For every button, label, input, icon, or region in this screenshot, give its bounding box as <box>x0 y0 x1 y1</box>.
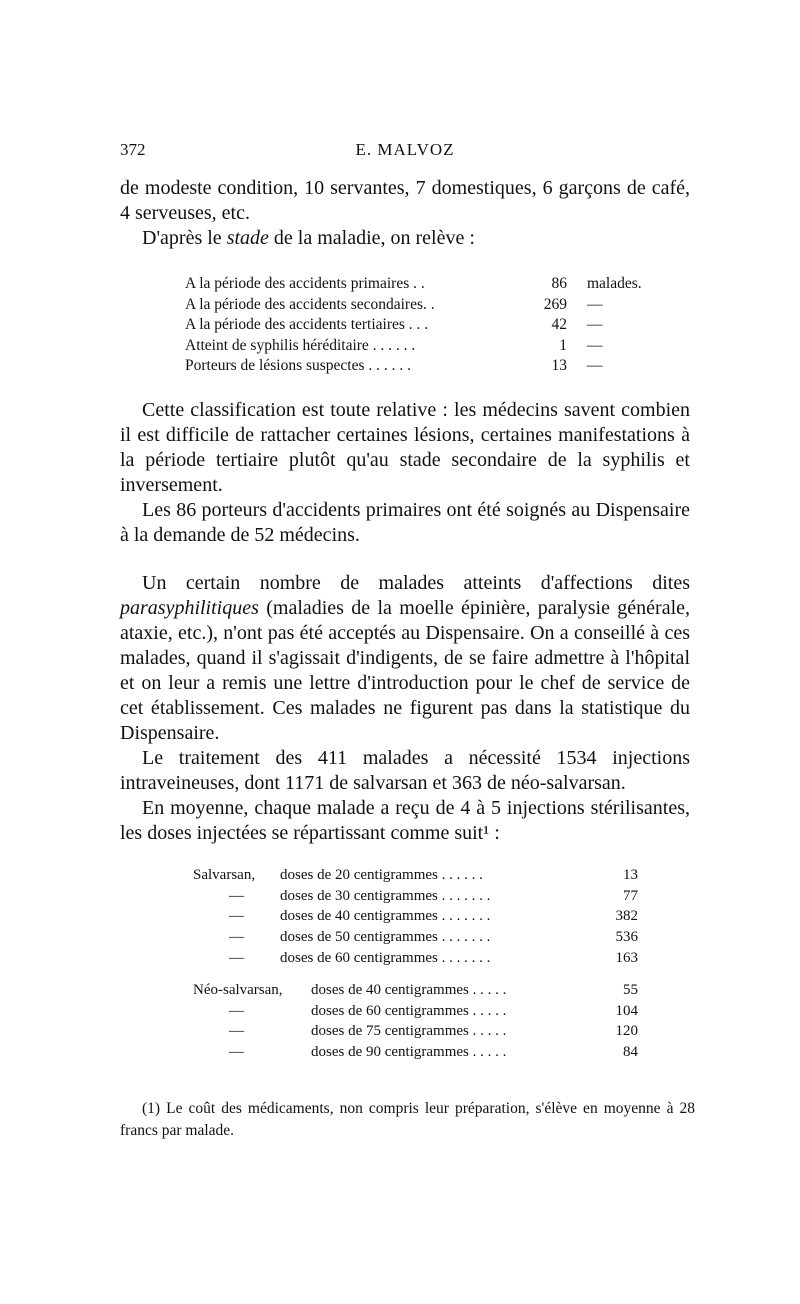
dose-value: 84 <box>623 1044 638 1061</box>
dose-value: 163 <box>615 949 638 966</box>
stage-label: A la période des accidents primaires . . <box>185 275 425 292</box>
dose-prefix: Salvarsan, <box>193 867 256 883</box>
page-number: 372 <box>120 140 146 159</box>
page-header <box>120 140 690 164</box>
dose-text: doses de 75 centigrammes . . . . . <box>311 1023 507 1040</box>
dose-prefix: — <box>229 908 244 925</box>
neo-salvarsan-row <box>193 980 638 1001</box>
dose-value: 120 <box>615 1023 638 1040</box>
footnote <box>120 1098 695 1142</box>
affections-post: (maladies de la moelle épinière, paralysie générale, ataxie, etc.), n'ont pas été acceptés au Dispensaire. On a conseillé à ces malades, quand il s'agissait d'indigents, de se faire admettre à l'hôpital et on leur a remis une lettre d'introduction pour le chef de service de cet établissement. Ces malades ne figurent pas dans la statistique du Dispensaire. <box>120 597 690 744</box>
porteurs-paragraph: Les 86 porteurs d'accidents primaires ont été soignés au Dispensaire à la demande de 52 médecins. <box>120 499 690 546</box>
salvarsan-row <box>193 906 638 927</box>
stage-unit: — <box>587 357 603 374</box>
dose-text: doses de 50 centigrammes . . . . . . . <box>280 929 491 946</box>
stage-intro-paragraph <box>120 226 690 251</box>
dose-value: 77 <box>623 887 638 904</box>
affections-block <box>120 571 690 846</box>
stage-label: A la période des accidents secondaires. . <box>185 295 435 313</box>
dose-text: doses de 60 centigrammes . . . . . . . <box>280 949 491 966</box>
neo-salvarsan-row <box>193 1021 638 1042</box>
affections-pre: Un certain nombre de malades atteints d'affections dites <box>142 572 690 594</box>
affections-paragraph <box>120 571 690 746</box>
stage-count: 42 <box>551 316 567 333</box>
dose-text: doses de 30 centigrammes . . . . . . . <box>280 887 491 904</box>
salvarsan-table <box>193 865 638 969</box>
stage-row <box>185 356 645 377</box>
classification-block <box>120 398 690 548</box>
stage-row <box>185 274 645 295</box>
dose-prefix: — <box>229 1023 244 1040</box>
stage-count: 13 <box>551 357 567 374</box>
dose-text: doses de 40 centigrammes . . . . . . . <box>280 908 491 925</box>
moyenne-paragraph: En moyenne, chaque malade a reçu de 4 à 5 injections stérilisantes, les doses injectées se répartissant comme suit¹ : <box>120 797 690 844</box>
dose-value: 104 <box>615 1002 638 1019</box>
dose-text: doses de 20 centigrammes . . . . . . <box>280 867 483 883</box>
dose-text: doses de 60 centigrammes . . . . . <box>311 1002 507 1019</box>
stage-count: 269 <box>543 295 567 313</box>
dose-prefix: — <box>229 949 244 966</box>
dose-prefix: — <box>229 1044 244 1061</box>
classification-paragraph: Cette classification est toute relative : les médecins savent combien il est difficile de rattacher certaines lésions, certaines manifestations à la période tertiaire plutôt qu'au stade secondaire de la syphilis et inversement. <box>120 399 690 496</box>
neo-salvarsan-row <box>193 1001 638 1022</box>
dose-prefix: — <box>229 929 244 946</box>
parasyphilitiques-word: parasyphilitiques <box>120 597 259 619</box>
stage-intro-post: de la maladie, on relève : <box>268 227 475 249</box>
salvarsan-row <box>193 927 638 948</box>
intro-paragraph: de modeste condition, 10 servantes, 7 domestiques, 6 garçons de café, 4 serveuses, etc. <box>120 177 690 224</box>
footnote-text: (1) Le coût des médicaments, non compris leur préparation, s'élève en moyenne à 28 francs par malade. <box>120 1100 695 1139</box>
stage-label: Porteurs de lésions suspectes . . . . . . <box>185 357 412 374</box>
dose-text: doses de 40 centigrammes . . . . . <box>311 982 507 998</box>
dose-text: doses de 90 centigrammes . . . . . <box>311 1044 507 1061</box>
stage-intro-pre: D'après le <box>142 227 227 249</box>
stage-unit: — <box>587 316 603 333</box>
salvarsan-row <box>193 948 638 969</box>
dose-value: 382 <box>615 908 638 925</box>
intro-block <box>120 176 690 251</box>
dose-prefix: — <box>229 887 244 904</box>
dose-value: 536 <box>615 929 638 946</box>
stage-word: stade <box>226 227 269 249</box>
neo-salvarsan-table <box>193 980 638 1063</box>
traitement-paragraph: Le traitement des 411 malades a nécessité 1534 injections intraveineuses, dont 1171 de salvarsan et 363 de néo-salvarsan. <box>120 747 690 794</box>
stage-row <box>185 315 645 336</box>
stage-count: 86 <box>551 275 567 292</box>
dose-value: 55 <box>623 982 638 998</box>
stage-label: Atteint de syphilis héréditaire . . . . . . <box>185 336 416 354</box>
stage-label: A la période des accidents tertiaires . . . <box>185 316 429 333</box>
stage-unit: malades. <box>587 275 642 292</box>
dose-prefix: — <box>229 1002 244 1019</box>
neo-salvarsan-row <box>193 1042 638 1063</box>
dose-prefix: Néo-salvarsan, <box>193 982 283 998</box>
salvarsan-row <box>193 865 638 886</box>
running-head: E. MALVOZ <box>355 140 455 159</box>
stage-count: 1 <box>559 336 567 354</box>
stage-unit: — <box>587 336 603 354</box>
salvarsan-row <box>193 886 638 907</box>
stage-unit: — <box>587 295 603 313</box>
stage-row <box>185 295 645 316</box>
stage-row <box>185 336 645 357</box>
stage-table <box>185 274 645 377</box>
dose-value: 13 <box>623 867 638 883</box>
